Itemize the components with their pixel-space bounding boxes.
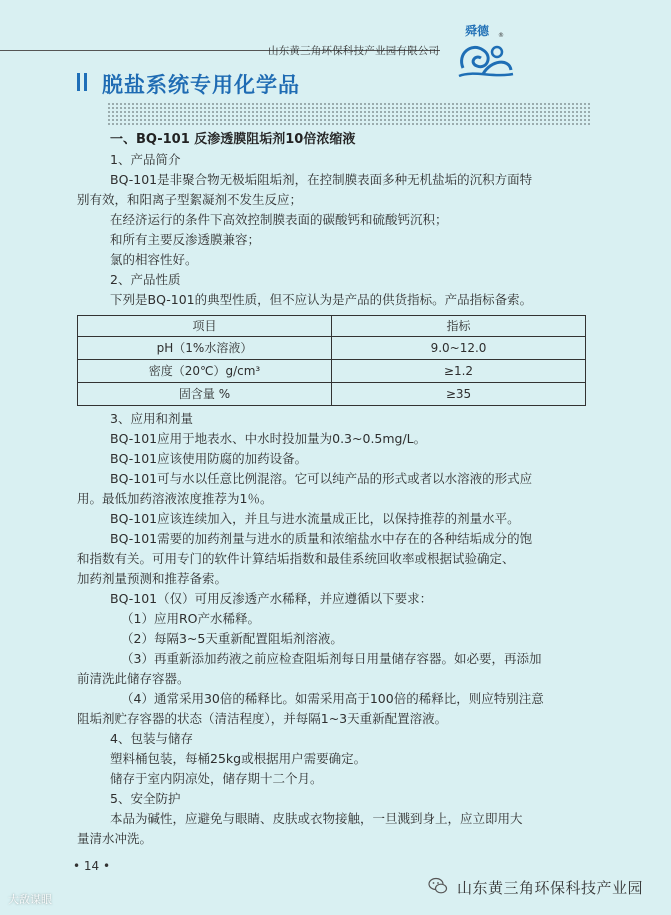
logo-registered-mark: ® bbox=[498, 32, 504, 39]
usage-line: 用。最低加药溶液浓度推荐为1％。 bbox=[77, 491, 273, 506]
usage-line: 阻垢剂贮存容器的状态（清洁程度），并每隔1~3天重新配置溶液。 bbox=[77, 711, 448, 726]
usage-line: BQ-101应该连续加入，并且与进水流量成正比，以保持推荐的剂量水平。 bbox=[110, 511, 520, 526]
intro-line: BQ-101是非聚合物无极垢阻垢剂，在控制膜表面多种无机盐垢的沉积方面特 bbox=[110, 172, 533, 187]
usage-heading: 3、应用和剂量 bbox=[110, 411, 193, 426]
intro-line: 别有效，和阳离子型絮凝剂不发生反应； bbox=[77, 192, 303, 207]
intro-line: 氯的相容性好。 bbox=[110, 252, 198, 267]
intro-heading: 1、产品简介 bbox=[110, 152, 181, 167]
usage-line: BQ-101可与水以任意比例混溶。它可以纯产品的形式或者以水溶液的形式应 bbox=[110, 471, 533, 486]
table-header-row bbox=[78, 316, 586, 337]
usage-line: BQ-101需要的加药剂量与进水的质量和浓缩盐水中存在的各种结垢成分的饱 bbox=[110, 531, 533, 546]
usage-line: （4）通常采用30倍的稀释比。如需采用高于100倍的稀释比，则应特别注意 bbox=[121, 691, 544, 706]
props-note: 下列是BQ-101的典型性质，但不应认为是产品的供货指标。产品指标备索。 bbox=[110, 292, 533, 307]
table-cell: pH（1%水溶液） bbox=[78, 337, 332, 360]
watermark-left: 大敌谋眼 bbox=[8, 893, 52, 906]
dotted-band bbox=[107, 102, 590, 126]
logo-brand-text: 舜德 bbox=[465, 24, 490, 38]
usage-line: 和指数有关。可用专门的软件计算结垢指数和最佳系统回收率或根据试验确定、 bbox=[77, 551, 515, 566]
pack-line: 储存于室内阴凉处，储存期十二个月。 bbox=[110, 771, 323, 786]
table-row bbox=[78, 360, 586, 383]
usage-line: 加药剂量预测和推荐备索。 bbox=[77, 571, 228, 586]
table-cell: 9.0~12.0 bbox=[332, 337, 586, 360]
section-marker bbox=[84, 73, 87, 91]
usage-line: （3）再重新添加药液之前应检查阻垢剂每日用量储存容器。如必要，再添加 bbox=[121, 651, 542, 666]
usage-line: BQ-101应用于地表水、中水时投加量为0.3~0.5mg/L。 bbox=[110, 431, 427, 446]
usage-line: BQ-101应该使用防腐的加药设备。 bbox=[110, 451, 308, 466]
pack-heading: 4、包装与储存 bbox=[110, 731, 193, 746]
safety-line: 本品为碱性，应避免与眼睛、皮肤或衣物接触，一旦溅到身上，应立即用大 bbox=[110, 811, 523, 826]
section-marker bbox=[77, 73, 80, 91]
usage-line: （1）应用RO产水稀释。 bbox=[121, 611, 260, 626]
safety-line: 量清水冲洗。 bbox=[77, 831, 153, 846]
pack-line: 塑料桶包装，每桶25kg或根据用户需要确定。 bbox=[110, 751, 367, 766]
intro-line: 和所有主要反渗透膜兼容； bbox=[110, 232, 261, 247]
table-header-cell: 指标 bbox=[332, 316, 586, 337]
table-cell: ≥35 bbox=[332, 383, 586, 406]
table-cell: ≥1.2 bbox=[332, 360, 586, 383]
table-row bbox=[78, 383, 586, 406]
safety-heading: 5、安全防护 bbox=[110, 791, 181, 806]
table-cell: 密度（20℃）g/cm³ bbox=[78, 360, 332, 383]
watermark-right: 山东黄三角环保科技产业园 bbox=[457, 879, 644, 897]
props-heading: 2、产品性质 bbox=[110, 272, 181, 287]
usage-line: （2）每隔3~5天重新配置阻垢剂溶液。 bbox=[121, 631, 343, 646]
usage-line: 前清洗此储存容器。 bbox=[77, 671, 190, 686]
header-company: 山东黄三角环保科技产业园有限公司 bbox=[268, 45, 440, 57]
section-title: 脱盐系统专用化学品 bbox=[102, 73, 300, 97]
page-number: • 14 • bbox=[73, 859, 111, 873]
table-row bbox=[78, 337, 586, 360]
table-header-cell: 项目 bbox=[78, 316, 332, 337]
properties-table bbox=[77, 315, 586, 406]
intro-line: 在经济运行的条件下高效控制膜表面的碳酸钙和硫酸钙沉积； bbox=[110, 212, 448, 227]
table-cell: 固含量 % bbox=[78, 383, 332, 406]
product-content bbox=[77, 130, 597, 849]
product-heading: 一、BQ-101 反渗透膜阻垢剂10倍浓缩液 bbox=[110, 132, 356, 147]
wechat-icon bbox=[428, 876, 448, 896]
usage-line: BQ-101（仅）可用反渗透产水稀释，并应遵循以下要求： bbox=[110, 591, 433, 606]
